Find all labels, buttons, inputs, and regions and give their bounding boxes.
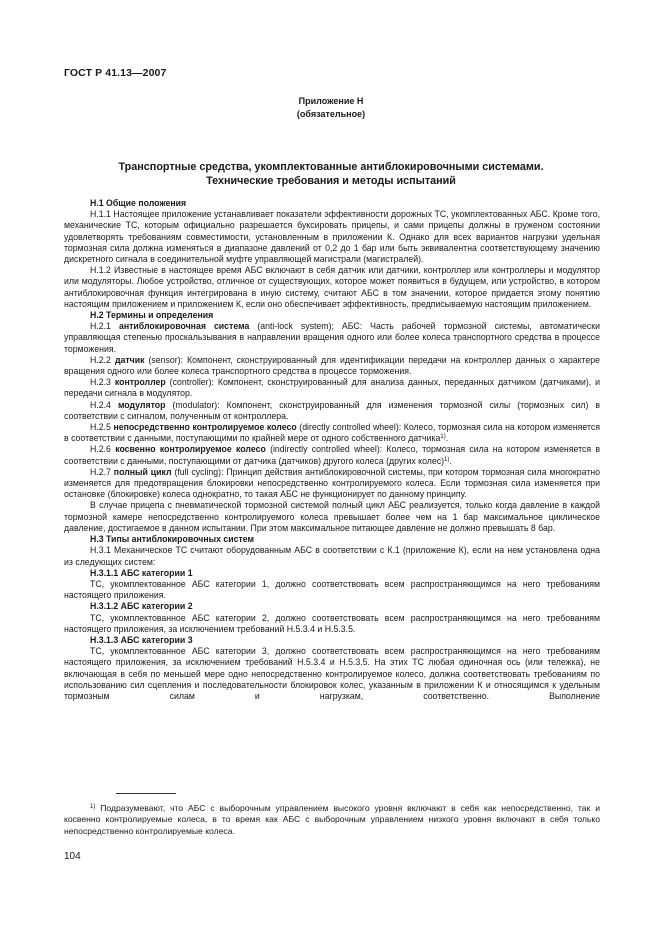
title-line-1: Транспортные средства, укомплектованные антиблокировочными системами.	[118, 161, 544, 173]
paragraph-category-1: ТС, укомплектованное АБС категории 1, должно соответствовать всем распространяющимся на него требованиям настоящего приложения.	[64, 578, 600, 601]
definition-number: Н.2.2	[90, 354, 111, 365]
definition-term: антиблокировочная система	[118, 321, 250, 332]
definition-term: непосредственно контролируемое колесо	[113, 422, 297, 433]
definition-text: (modulator): Компонент, сконструированный для изменения тормозной силы (тормозных сил) в соответствии с сигналом, полученным от контроллера.	[64, 399, 601, 421]
subheading-category-1: Н.3.1.1 АБС категории 1	[90, 567, 193, 578]
definition-term: полный цикл	[113, 466, 172, 477]
definition-text: (controller): Компонент, сконструированный для анализа данных, переданных датчиком (датчиками), и передачи сигнала в модулятор.	[64, 377, 601, 399]
definition-term: датчик	[114, 354, 145, 365]
standard-code-header: ГОСТ Р 41.13—2007	[64, 67, 167, 79]
definition-number: Н.2.1	[90, 321, 111, 332]
footnote-text: Подразумевают, что АБС с выборочным управлением высокого уровня включают в себя как непосредственно, так и косвенно контролируемые колеса, в то время как АБС с выборочным управлением низкого уровня включают в себя только непосредственно контролируемые колеса.	[64, 803, 601, 836]
definition-text: (directly controlled wheel): Колесо, тормозная сила на котором изменяется в соответствии с данными, поступающими по крайней мере от одного собственного датчика	[64, 422, 600, 444]
section-heading-general: Н.1 Общие положения	[90, 198, 187, 208]
definition-h-2-3	[64, 377, 600, 399]
section-heading-terms: Н.2 Термины и определения	[90, 310, 214, 321]
paragraph-category-3: ТС, укомплектованное АБС категории 3, должно соответствовать всем распространяющимся на него требованиям настоящего приложения, за исключением требований Н.5.3.4 и Н.5.3.5. На этих ТС любая одиночная ось (или тележка), не включающая в себя по меньшей мере одно непосредственно контролируемое колесо, должна соответствовать требованиям по использованию сил сцепления и последовательности блокировок колес, указанным в приложении К и относящимся к удельным тормозным силам и нагрузкам, соответственно. Выполнение	[64, 646, 600, 701]
definition-h-2-5	[64, 422, 600, 444]
definition-text: (indirectly controlled wheel): Колесо, тормозная сила на котором изменяется в соответствии с данными, поступающими от датчика (датчиков) другого колеса (других колес)	[64, 444, 601, 466]
appendix-title	[64, 160, 598, 188]
definition-h-2-6	[64, 444, 600, 466]
appendix-heading	[64, 95, 598, 120]
definition-number: Н.2.4	[90, 399, 111, 410]
definition-end: .	[445, 433, 449, 444]
definition-text: (anti-lock system); АБС: Часть рабочей тормозной системы, автоматически управляющая степенью проскальзывания в направлении вращения одного или более колеса транспортного средства в процессе торможения.	[64, 321, 600, 354]
definition-number: Н.2.3	[90, 377, 111, 388]
definition-term: контроллер	[114, 377, 166, 388]
definition-h-2-7	[64, 467, 600, 501]
subheading-category-2: Н.3.1.2 АБС категории 2	[90, 601, 193, 612]
subheading-category-3: Н.3.1.3 АБС категории 3	[90, 634, 193, 645]
definition-text: (full cycling): Принцип действия антиблокировочной системы, при котором тормозная сила многократно изменяется для предотвращения блокировки непосредственно контролируемого колеса. Если тормозная сила изменяется при остановке (блокировке) колеса однократно, то такая АБС не функционирует по данному принципу.	[64, 466, 600, 500]
footnote-divider	[116, 793, 176, 794]
definition-text: (sensor): Компонент, сконструированный для идентификации передачи на контроллер данных о характере вращения одного или более колеса транспортного средства в процессе торможения.	[64, 354, 601, 377]
footnote-mark: 1)	[90, 804, 96, 810]
definition-term: модулятор	[117, 399, 166, 410]
paragraph-h-3-1: Н.3.1 Механическое ТС считают оборудованным АБС в соответствии с К.1 (приложение К), если на нем установлена одна из следующих систем:	[64, 545, 600, 567]
appendix-status: (обязательное)	[296, 108, 366, 119]
page-number: 104	[64, 851, 81, 862]
title-line-2: Технические требования и методы испытаний	[206, 175, 456, 187]
document-body	[64, 198, 600, 702]
definition-end: .	[449, 455, 452, 466]
definition-h-2-4	[64, 400, 600, 422]
footnote-reference: 1)	[444, 456, 450, 463]
definition-h-2-1	[64, 321, 600, 355]
definition-number: Н.2.5	[90, 422, 111, 433]
paragraph-h-1-2: Н.1.2 Известные в настоящее время АБС включают в себя датчик или датчики, контроллер или контроллеры и модулятор или модуляторы. Любое устройство, отличное от существующих, которое может появиться в будущем, или устройство, в котором антиблокировочная функция интегрирована в иную систему, считают АБС в том значении, которое придается этому понятию настоящим приложением и приложением К, если оно обеспечивает эффективность, предписываемую настоящим приложением.	[64, 265, 600, 309]
paragraph-trailer-cycling: В случае прицепа с пневматической тормозной системой полный цикл АБС реализуется, только когда давление в каждой тормозной камере непосредственно контролируемого колеса превышает более чем на 1 бар максимальное циклическое давление, достигаемое в данном испытании. При этом максимальное питающее давление не должно превышать 8 бар.	[64, 500, 600, 533]
paragraph-category-2: ТС, укомплектованное АБС категории 2, должно соответствовать всем распространяющимся на него требованиям настоящего приложения, за исключением требований Н.5.3.4 и Н.5.3.5.	[64, 612, 600, 634]
definition-number: Н.2.7	[90, 466, 111, 477]
definition-h-2-2	[64, 355, 600, 377]
section-heading-types: Н.3 Типы антиблокировочных систем	[90, 534, 255, 545]
footnote-paragraph	[64, 803, 600, 837]
footnote	[64, 803, 600, 837]
definition-number: Н.2.6	[90, 444, 111, 455]
appendix-name: Приложение Н	[298, 96, 364, 106]
paragraph-h-1-1: Н.1.1 Настоящее приложение устанавливает показатели эффективности дорожных ТС, укомплектованных АБС. Кроме того, механические ТС, которым официально разрешается буксировать прицепы, и сами прицепы должны в груженом состоянии удовлетворять требованиям совместимости, установленным в приложении К. Однако для всех вариантов нагрузки удельная тормозная сила должна изменяться в диапазоне давлений от 0,2 до 1 бар или быть эквивалентна соответствующему значению дискретного сигнала в соединительной муфте управляющей магистрали (магистралей).	[64, 209, 600, 265]
definition-term: косвенно контролируемое колесо	[115, 444, 266, 455]
footnote-reference: 1)	[440, 434, 446, 441]
